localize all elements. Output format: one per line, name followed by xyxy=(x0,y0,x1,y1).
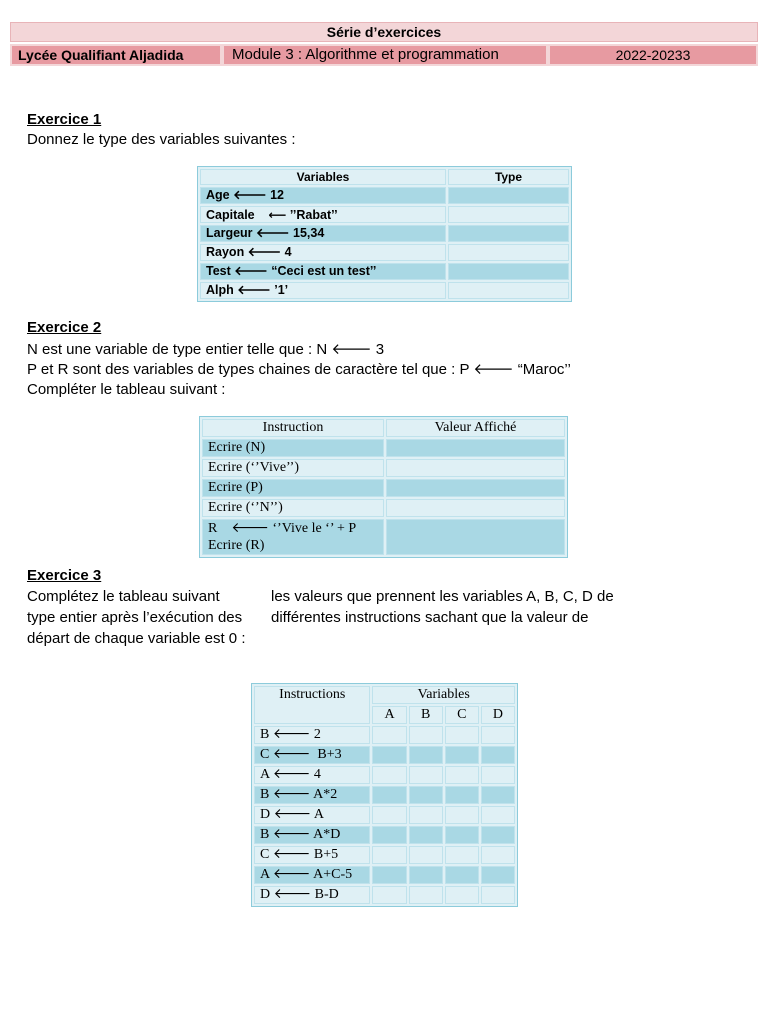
ex3-instruction-cell: C 🡐 B+5 xyxy=(254,846,370,864)
ex1-type-cell xyxy=(448,206,569,223)
ex1-variable-cell: Rayon 🡐 4 xyxy=(200,244,446,261)
ex3-value-cell xyxy=(445,886,479,904)
table-row xyxy=(202,519,565,555)
ex1-type-cell xyxy=(448,187,569,204)
ex1-title: Exercice 1 xyxy=(27,111,102,128)
ex2-last-line2: Ecrire (R) xyxy=(208,538,265,553)
ex3-value-cell xyxy=(481,746,515,764)
ex3-line2a: type entier après l’exécution des xyxy=(27,609,243,626)
ex3-value-cell xyxy=(445,726,479,744)
ex3-title: Exercice 3 xyxy=(27,567,102,584)
ex3-value-cell xyxy=(372,766,406,784)
module-name: Module 3 : Algorithme et programmation xyxy=(222,44,548,66)
ex3-instruction-cell: B 🡐 2 xyxy=(254,726,370,744)
ex3-value-cell xyxy=(372,786,406,804)
ex3-value-cell xyxy=(481,826,515,844)
ex3-value-cell xyxy=(372,846,406,864)
ex3-table xyxy=(251,683,518,907)
ex3-value-cell xyxy=(409,726,443,744)
ex1-variable-cell: Test 🡐 “Ceci est un test’’ xyxy=(200,263,446,280)
table-row xyxy=(254,786,515,804)
ex2-value-cell xyxy=(386,519,565,555)
ex3-instruction-cell: D 🡐 B-D xyxy=(254,886,370,904)
ex2-value-cell xyxy=(386,479,565,497)
table-row xyxy=(254,726,515,744)
ex3-var-a: A xyxy=(372,706,406,724)
ex3-instruction-cell: A 🡐 A+C-5 xyxy=(254,866,370,884)
ex3-var-c: C xyxy=(445,706,479,724)
ex3-instruction-cell: B 🡐 A*2 xyxy=(254,786,370,804)
ex3-value-cell xyxy=(409,746,443,764)
ex3-value-cell xyxy=(445,746,479,764)
table-row xyxy=(200,244,569,261)
ex3-value-cell xyxy=(372,826,406,844)
ex2-header-value: Valeur Affiché xyxy=(386,419,565,437)
ex3-instruction-cell: C 🡐 B+3 xyxy=(254,746,370,764)
document-title: Série d’exercices xyxy=(10,22,758,42)
ex3-header-instructions: Instructions xyxy=(254,686,370,724)
ex3-value-cell xyxy=(409,886,443,904)
table-row xyxy=(254,846,515,864)
ex2-line1: N est une variable de type entier telle que : N 🡐 3 xyxy=(27,341,385,358)
ex3-value-cell xyxy=(481,766,515,784)
ex2-instruction-cell: Ecrire (N) xyxy=(202,439,384,457)
table-row xyxy=(200,206,569,223)
ex2-value-cell xyxy=(386,499,565,517)
ex1-variable-cell: Largeur 🡐 15,34 xyxy=(200,225,446,242)
ex2-table xyxy=(199,416,568,558)
ex3-value-cell xyxy=(372,746,406,764)
ex3-value-cell xyxy=(445,766,479,784)
ex3-value-cell xyxy=(372,886,406,904)
ex3-value-cell xyxy=(409,786,443,804)
table-row xyxy=(254,826,515,844)
ex1-variable-cell: Alph 🡐 ’1’ xyxy=(200,282,446,299)
ex2-last-line1: R 🡐 ‘’Vive le ‘’ + P xyxy=(208,521,357,536)
table-row xyxy=(200,263,569,280)
ex3-header-variables: Variables xyxy=(372,686,515,704)
table-row xyxy=(254,766,515,784)
ex3-value-cell xyxy=(409,806,443,824)
ex3-value-cell xyxy=(445,846,479,864)
ex1-variable-cell: Age 🡐 12 xyxy=(200,187,446,204)
ex1-type-cell xyxy=(448,244,569,261)
ex3-value-cell xyxy=(409,766,443,784)
header-row xyxy=(10,44,758,66)
ex2-title: Exercice 2 xyxy=(27,319,102,336)
table-row xyxy=(202,499,565,517)
table-row xyxy=(202,479,565,497)
ex2-line3: Compléter le tableau suivant : xyxy=(27,381,226,398)
ex2-value-cell xyxy=(386,439,565,457)
school-name: Lycée Qualifiant Aljadida xyxy=(10,44,222,66)
ex2-instruction-cell: Ecrire (‘’N’’) xyxy=(202,499,384,517)
ex3-value-cell xyxy=(481,886,515,904)
ex3-var-b: B xyxy=(409,706,443,724)
ex3-line1b: les valeurs que prennent les variables A, B, C, D de xyxy=(271,588,614,605)
table-row xyxy=(254,866,515,884)
ex1-type-cell xyxy=(448,282,569,299)
ex2-instruction-cell xyxy=(202,519,384,555)
ex3-instruction-cell: A 🡐 4 xyxy=(254,766,370,784)
ex3-value-cell xyxy=(445,806,479,824)
ex3-value-cell xyxy=(372,726,406,744)
ex1-type-cell xyxy=(448,263,569,280)
ex3-value-cell xyxy=(481,846,515,864)
ex3-value-cell xyxy=(409,846,443,864)
ex3-line2b: différentes instructions sachant que la valeur de xyxy=(271,609,589,626)
ex3-instruction-cell: B 🡐 A*D xyxy=(254,826,370,844)
ex3-value-cell xyxy=(445,826,479,844)
school-year: 2022-20233 xyxy=(548,44,758,66)
table-row xyxy=(200,225,569,242)
ex3-value-cell xyxy=(481,786,515,804)
ex3-line3: départ de chaque variable est 0 : xyxy=(27,630,246,647)
table-row xyxy=(202,459,565,477)
ex2-header-instruction: Instruction xyxy=(202,419,384,437)
ex3-value-cell xyxy=(481,806,515,824)
ex2-instruction-cell: Ecrire (P) xyxy=(202,479,384,497)
table-row xyxy=(200,187,569,204)
ex3-value-cell xyxy=(372,806,406,824)
ex3-var-d: D xyxy=(481,706,515,724)
ex3-value-cell xyxy=(445,786,479,804)
ex3-value-cell xyxy=(409,866,443,884)
ex3-value-cell xyxy=(481,726,515,744)
ex1-table xyxy=(197,166,572,302)
ex3-value-cell xyxy=(372,866,406,884)
ex3-value-cell xyxy=(481,866,515,884)
table-row xyxy=(254,746,515,764)
table-row xyxy=(254,806,515,824)
table-row xyxy=(200,282,569,299)
ex1-variable-cell: Capitale ⟵ ’’Rabat’’ xyxy=(200,206,446,223)
ex1-header-type: Type xyxy=(448,169,569,185)
table-row xyxy=(202,439,565,457)
ex3-value-cell xyxy=(409,826,443,844)
ex1-prompt: Donnez le type des variables suivantes : xyxy=(27,131,296,148)
ex3-line1a: Complétez le tableau suivant xyxy=(27,588,220,605)
ex1-type-cell xyxy=(448,225,569,242)
ex2-instruction-cell: Ecrire (‘’Vive’’) xyxy=(202,459,384,477)
ex1-header-variables: Variables xyxy=(200,169,446,185)
ex2-value-cell xyxy=(386,459,565,477)
ex3-instruction-cell: D 🡐 A xyxy=(254,806,370,824)
ex2-line2: P et R sont des variables de types chaines de caractère tel que : P 🡐 “Maroc’’ xyxy=(27,361,571,378)
table-row xyxy=(254,886,515,904)
ex3-value-cell xyxy=(445,866,479,884)
